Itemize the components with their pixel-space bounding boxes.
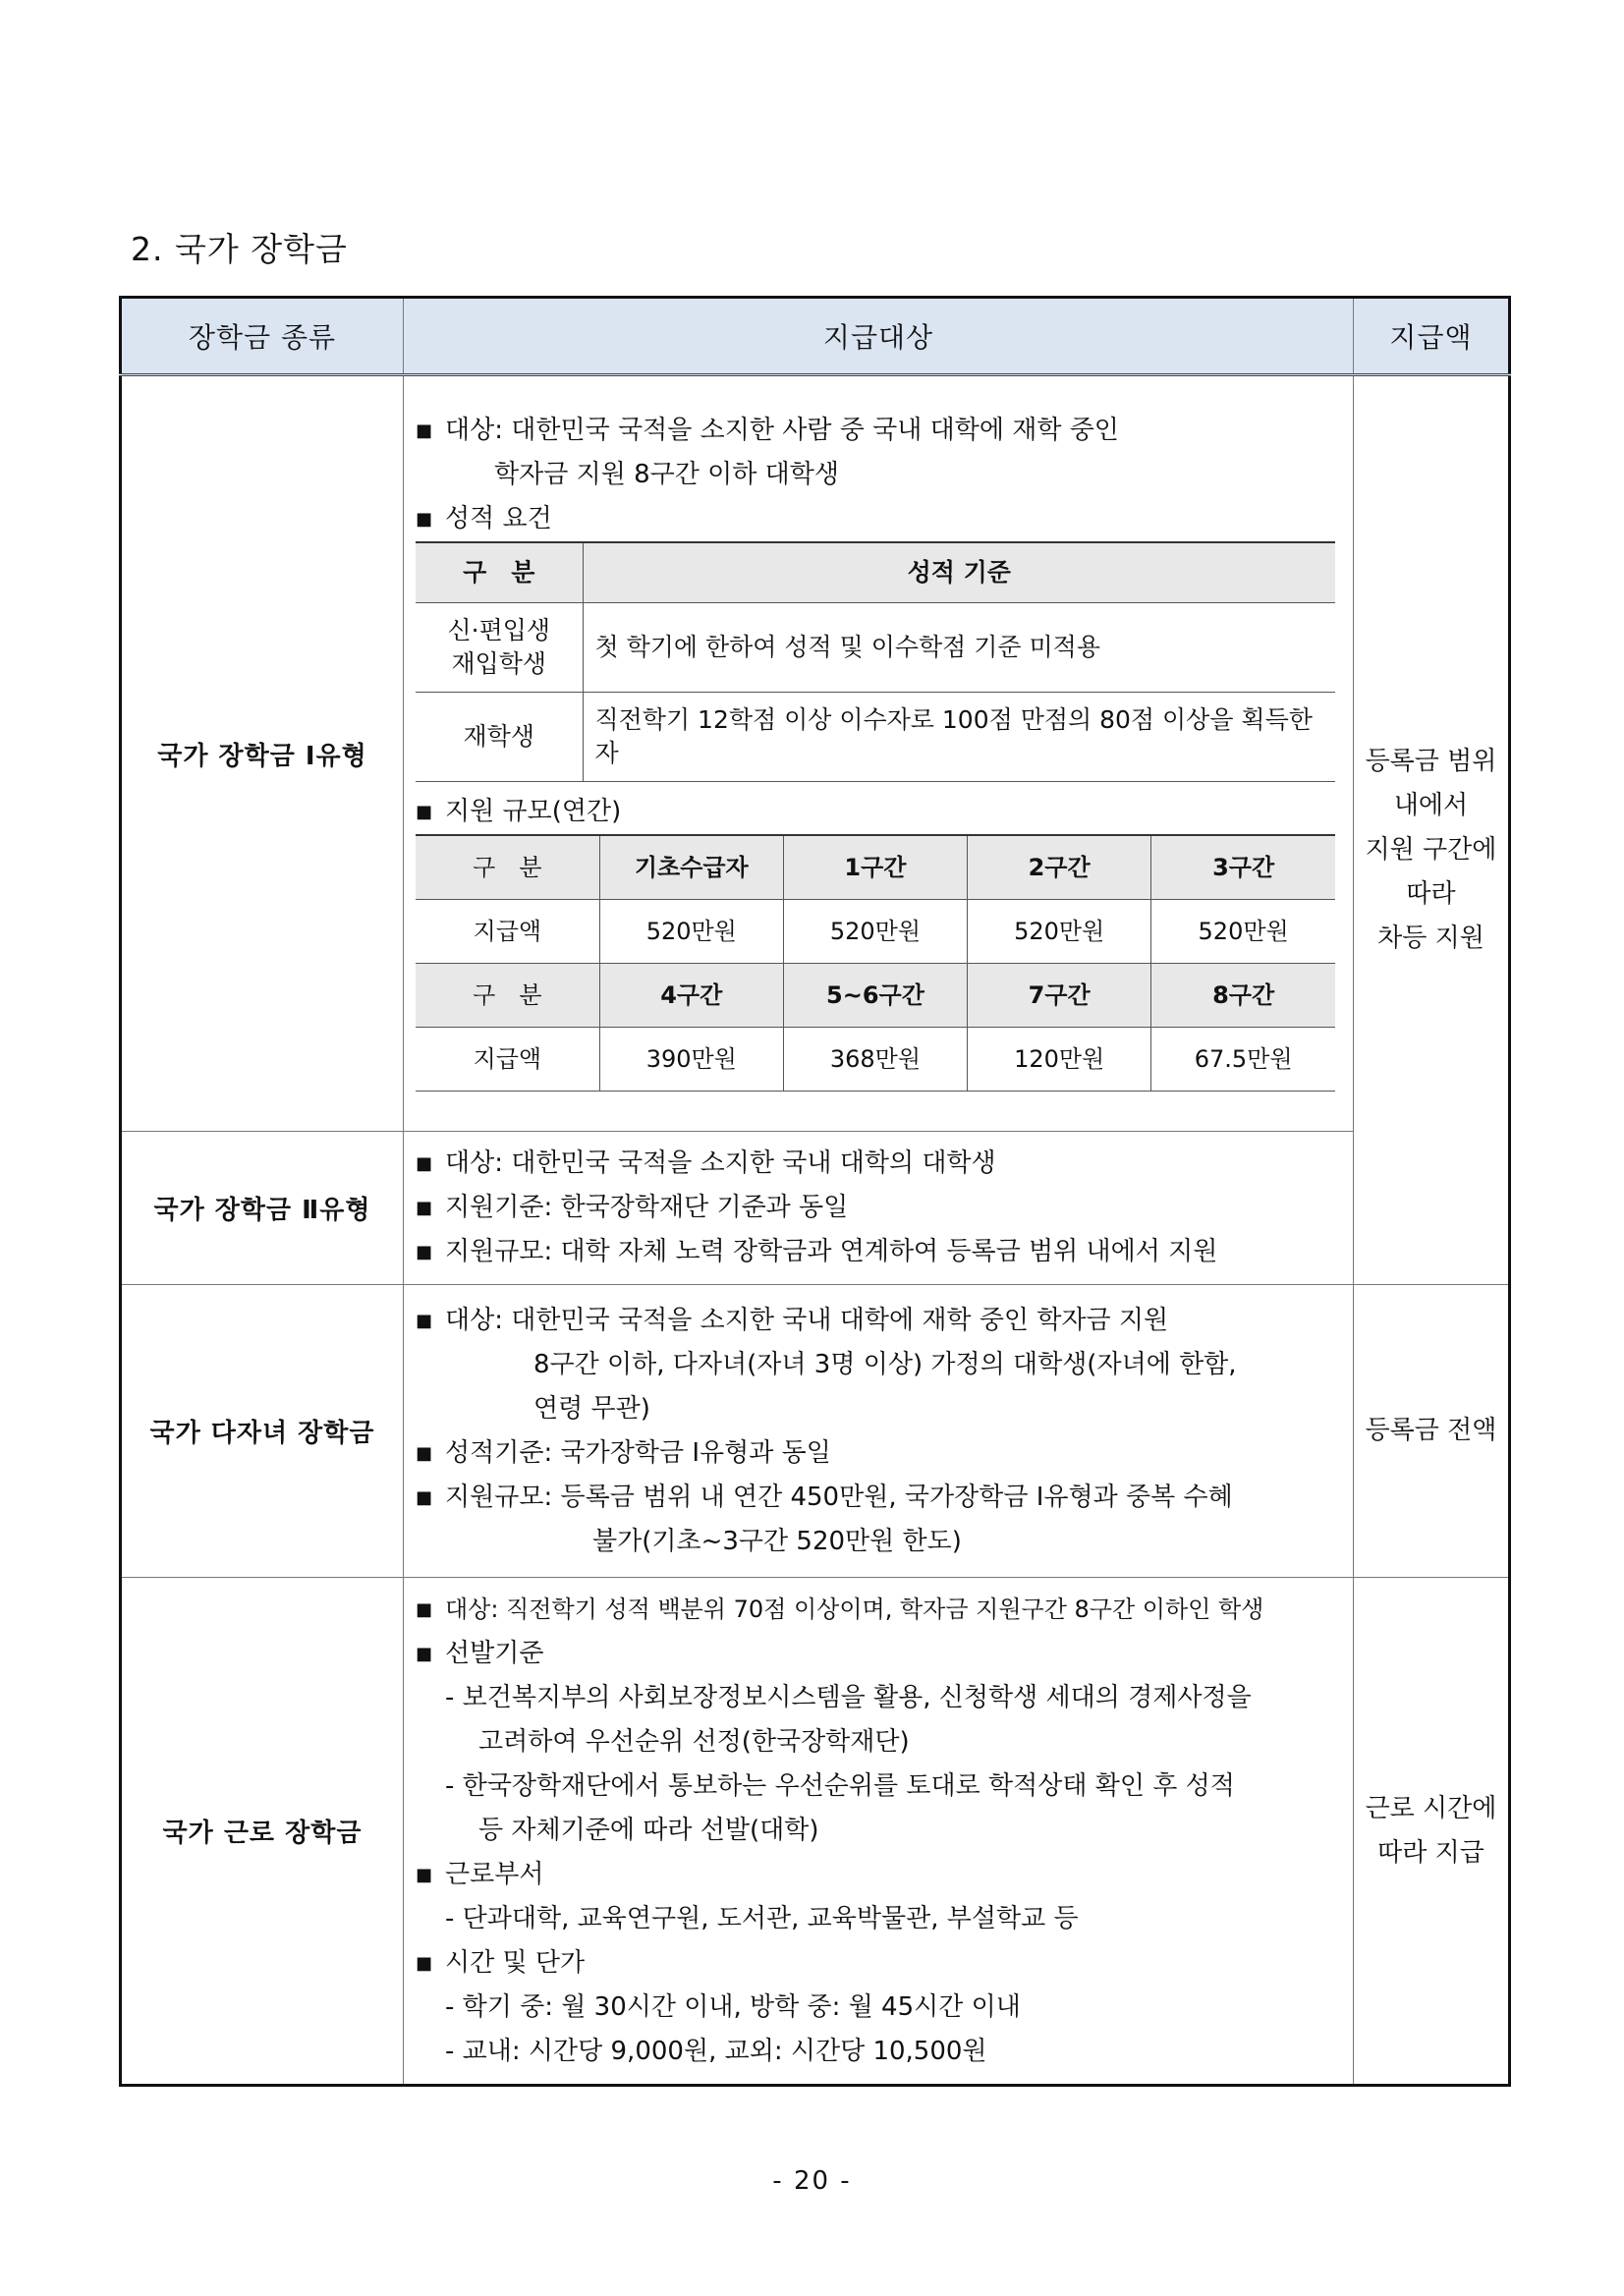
scale-amount: 390만원: [599, 1027, 783, 1091]
scale-label-header: 구 분: [416, 963, 599, 1027]
work-name: 국가 근로 장학금: [121, 1578, 404, 2086]
grade-row-label: 재학생: [416, 692, 583, 781]
work-amount: 근로 시간에 따라 지급: [1354, 1578, 1510, 2086]
scale-bracket: 8구간: [1151, 963, 1335, 1027]
section-title: 2. 국가 장학금: [131, 230, 348, 268]
row-multi-child: [121, 1285, 1510, 1578]
scale-amount: 520만원: [1151, 899, 1335, 963]
header-eligibility: 지급대상: [404, 298, 1354, 375]
grade-header-category: 구 분: [416, 542, 583, 603]
type1-scale-title: 지원 규모(연간): [445, 796, 622, 826]
work-selection2-line1: - 한국장학재단에서 통보하는 우선순위를 토대로 학적상태 확인 후 성적: [445, 1771, 1235, 1801]
work-time-title: 시간 및 단가: [445, 1948, 586, 1978]
scale-amount: 520만원: [599, 899, 783, 963]
row-type2: [121, 1132, 1510, 1285]
grade-requirement-table: [416, 541, 1335, 782]
scale-bracket: 4구간: [599, 963, 783, 1027]
work-target: 대상: 직전학기 성적 백분위 70점 이상이며, 학자금 지원구간 8구간 이하인 학생: [445, 1596, 1264, 1623]
square-bullet-icon: ■: [416, 1198, 433, 1218]
table-row: [416, 899, 1335, 963]
type1-name: 국가 장학금 Ⅰ유형: [121, 375, 404, 1132]
table-row: [416, 963, 1335, 1027]
scale-bracket: 1구간: [783, 835, 967, 900]
page-number: - 20 -: [772, 2166, 852, 2196]
support-scale-table: [416, 834, 1335, 1092]
type1-target-line2: 학자금 지원 8구간 이하 대학생: [494, 459, 839, 489]
multi-child-target-line3: 연령 무관): [533, 1393, 650, 1424]
scale-bracket: 기초수급자: [599, 835, 783, 900]
type2-line: 대상: 대한민국 국적을 소지한 국내 대학의 대학생: [445, 1148, 996, 1178]
square-bullet-icon: ■: [416, 801, 433, 822]
type1-target-line1: 대상: 대한민국 국적을 소지한 사람 중 국내 대학에 재학 중인: [445, 415, 1119, 445]
square-bullet-icon: ■: [416, 1953, 433, 1974]
square-bullet-icon: ■: [416, 1442, 433, 1464]
square-bullet-icon: ■: [416, 508, 433, 530]
multi-child-target-line1: 대상: 대한민국 국적을 소지한 국내 대학에 재학 중인 학자금 지원: [445, 1305, 1169, 1335]
scale-amount: 67.5만원: [1151, 1027, 1335, 1091]
work-time-line1: - 학기 중: 월 30시간 이내, 방학 중: 월 45시간 이내: [445, 1992, 1021, 2022]
scale-bracket: 2구간: [968, 835, 1151, 900]
scale-label-header: 구 분: [416, 835, 599, 900]
square-bullet-icon: ■: [416, 1486, 433, 1508]
multi-child-name: 국가 다자녀 장학금: [121, 1285, 404, 1578]
row-work: [121, 1578, 1510, 2086]
work-selection1-line1: - 보건복지부의 사회보장정보시스템을 활용, 신청학생 세대의 경제사정을: [445, 1683, 1252, 1712]
square-bullet-icon: ■: [416, 1865, 433, 1885]
multi-child-content: [404, 1285, 1354, 1578]
multi-child-scale-line1: 지원규모: 등록금 범위 내 연간 450만원, 국가장학금 Ⅰ유형과 중복 수혜: [445, 1482, 1233, 1512]
multi-child-target-line2: 8구간 이하, 다자녀(자녀 3명 이상) 가정의 대학생(자녀에 한함,: [533, 1349, 1237, 1379]
table-row: [416, 692, 1335, 781]
scale-amount: 520만원: [968, 899, 1151, 963]
work-selection1-line2: 고려하여 우선순위 선정(한국장학재단): [478, 1727, 910, 1757]
table-row: [416, 1027, 1335, 1091]
table-header-row: [121, 298, 1510, 375]
type1-grade-title: 성적 요건: [445, 503, 552, 533]
table-row: [416, 602, 1335, 692]
square-bullet-icon: ■: [416, 420, 433, 441]
type2-content: [404, 1132, 1354, 1285]
grade-header-criteria: 성적 기준: [583, 542, 1335, 603]
table-row: [416, 835, 1335, 900]
scale-amount: 120만원: [968, 1027, 1151, 1091]
scale-amount-label: 지급액: [416, 1027, 599, 1091]
work-dept-title: 근로부서: [445, 1860, 544, 1889]
grade-row-criteria: 직전학기 12학점 이상 이수자로 100점 만점의 80점 이상을 획득한 자: [583, 692, 1335, 781]
work-content: [404, 1578, 1354, 2086]
work-dept-line: - 단과대학, 교육연구원, 도서관, 교육박물관, 부설학교 등: [445, 1904, 1079, 1933]
scale-bracket: 3구간: [1151, 835, 1335, 900]
header-amount: 지급액: [1354, 298, 1510, 375]
scale-bracket: 5~6구간: [783, 963, 967, 1027]
type2-line: 지원규모: 대학 자체 노력 장학금과 연계하여 등록금 범위 내에서 지원: [445, 1237, 1218, 1266]
square-bullet-icon: ■: [416, 1242, 433, 1262]
work-selection2-line2: 등 자체기준에 따라 선발(대학): [478, 1816, 819, 1845]
square-bullet-icon: ■: [416, 1644, 433, 1664]
scale-amount-label: 지급액: [416, 899, 599, 963]
work-selection-title: 선발기준: [445, 1639, 544, 1668]
scale-amount: 368만원: [783, 1027, 967, 1091]
square-bullet-icon: ■: [416, 1599, 433, 1620]
row-type1: [121, 375, 1510, 1132]
type1-content: [404, 375, 1354, 1132]
scholarship-table: [119, 296, 1511, 2087]
grade-row-criteria: 첫 학기에 한하여 성적 및 이수학점 기준 미적용: [583, 602, 1335, 692]
type2-name: 국가 장학금 Ⅱ유형: [121, 1132, 404, 1285]
multi-child-amount: 등록금 전액: [1354, 1285, 1510, 1578]
type2-line: 지원기준: 한국장학재단 기준과 동일: [445, 1193, 849, 1222]
header-scholarship-type: 장학금 종류: [121, 298, 404, 375]
work-time-line2: - 교내: 시간당 9,000원, 교외: 시간당 10,500원: [445, 2037, 987, 2066]
square-bullet-icon: ■: [416, 1153, 433, 1174]
type1-amount: 등록금 범위 내에서 지원 구간에 따라 차등 지원: [1354, 375, 1510, 1285]
multi-child-scale-line2: 불가(기초~3구간 520만원 한도): [592, 1526, 962, 1556]
multi-child-grade: 성적기준: 국가장학금 Ⅰ유형과 동일: [445, 1437, 831, 1468]
square-bullet-icon: ■: [416, 1310, 433, 1331]
scale-amount: 520만원: [783, 899, 967, 963]
grade-row-label: 신·편입생 재입학생: [416, 602, 583, 692]
scale-bracket: 7구간: [968, 963, 1151, 1027]
